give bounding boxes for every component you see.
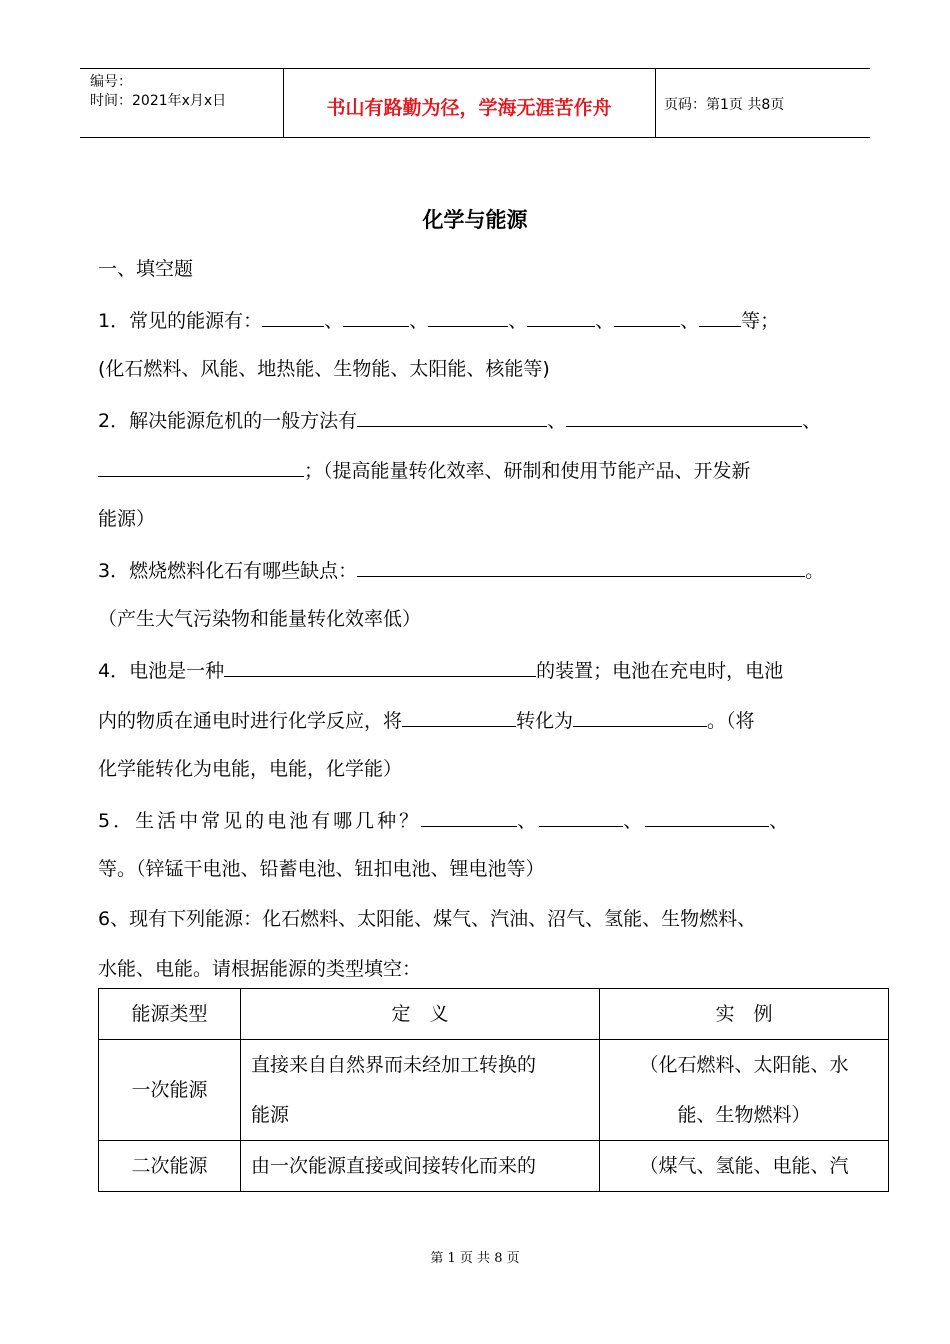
table-cell-definition: 由一次能源直接或间接转化而来的 [241,1141,600,1192]
document-header [80,68,870,138]
answer-blank[interactable] [402,706,516,727]
answer-blank[interactable] [421,806,517,827]
answer-3: （产生大气污染物和能量转化效率低） [98,608,422,630]
header-motto: 书山有路勤为径，学海无涯苦作舟 [326,97,612,119]
question-4: 4．电池是一种 的装置；电池在充电时，电池 [98,656,783,684]
question-4-line-2: 内的物质在通电时进行化学反应，将 转化为 。（将 [98,706,755,734]
answer-blank[interactable] [428,306,508,327]
header-divider [655,69,656,137]
answer-blank[interactable] [573,706,707,727]
question-6: 6、现有下列能源：化石燃料、太阳能、煤气、汽油、沼气、氢能、生物燃料、 [98,908,757,930]
question-2: 2．解决能源危机的一般方法有 、 、 [98,406,821,434]
question-5-line-2: 等。（锌锰干电池、铅蓄电池、钮扣电池、锂电池等） [98,858,545,880]
table-row [99,1040,889,1141]
question-2-line-3: 能源） [98,508,156,530]
answer-1: (化石燃料、风能、地热能、生物能、太阳能、核能等) [98,358,550,380]
table-header-row [99,989,889,1040]
table-cell-example: （化石燃料、太阳能、水 能、生物燃料） [600,1040,889,1141]
time-label: 时间：2021年x月x日 [90,93,227,109]
answer-blank[interactable] [527,306,595,327]
table-cell-type: 二次能源 [99,1141,241,1192]
answer-blank[interactable] [645,806,769,827]
table-cell-definition: 直接来自自然界而未经加工转换的 能源 [241,1040,600,1141]
table-header: 实 例 [600,989,889,1040]
table-header: 定 义 [241,989,600,1040]
question-2-line-2: ；（提高能量转化效率、研制和使用节能产品、开发新 [98,456,751,484]
answer-blank[interactable] [539,806,623,827]
answer-blank[interactable] [614,306,680,327]
table-cell-type: 一次能源 [99,1040,241,1141]
answer-blank[interactable] [343,306,409,327]
energy-type-table [98,988,889,1192]
page-footer: 第 1 页 共 8 页 [430,1251,520,1266]
question-1: 1．常见的能源有： 、 、 、 、 、 等； [98,306,779,334]
question-3: 3．燃烧燃料化石有哪些缺点： 。 [98,556,824,584]
question-6-line-2: 水能、电能。请根据能源的类型填空： [98,958,422,980]
answer-blank[interactable] [224,656,536,677]
answer-blank[interactable] [98,456,304,477]
answer-blank[interactable] [566,406,802,427]
answer-blank[interactable] [357,406,547,427]
question-4-line-3: 化学能转化为电能，电能，化学能） [98,758,403,780]
answer-blank[interactable] [262,306,324,327]
page-title: 化学与能源 [422,208,528,232]
section-heading: 一、填空题 [98,258,194,280]
table-header: 能源类型 [99,989,241,1040]
serial-label: 编号： [90,74,132,90]
table-cell-example: （煤气、氢能、电能、汽 [600,1141,889,1192]
answer-blank[interactable] [699,306,741,327]
answer-blank[interactable] [357,556,805,577]
page-label: 页码：第1页 共8页 [664,97,785,113]
question-5: 5．生活中常见的电池有哪几种？ 、 、 、 [98,806,791,834]
table-row [99,1141,889,1192]
header-left [90,73,226,111]
